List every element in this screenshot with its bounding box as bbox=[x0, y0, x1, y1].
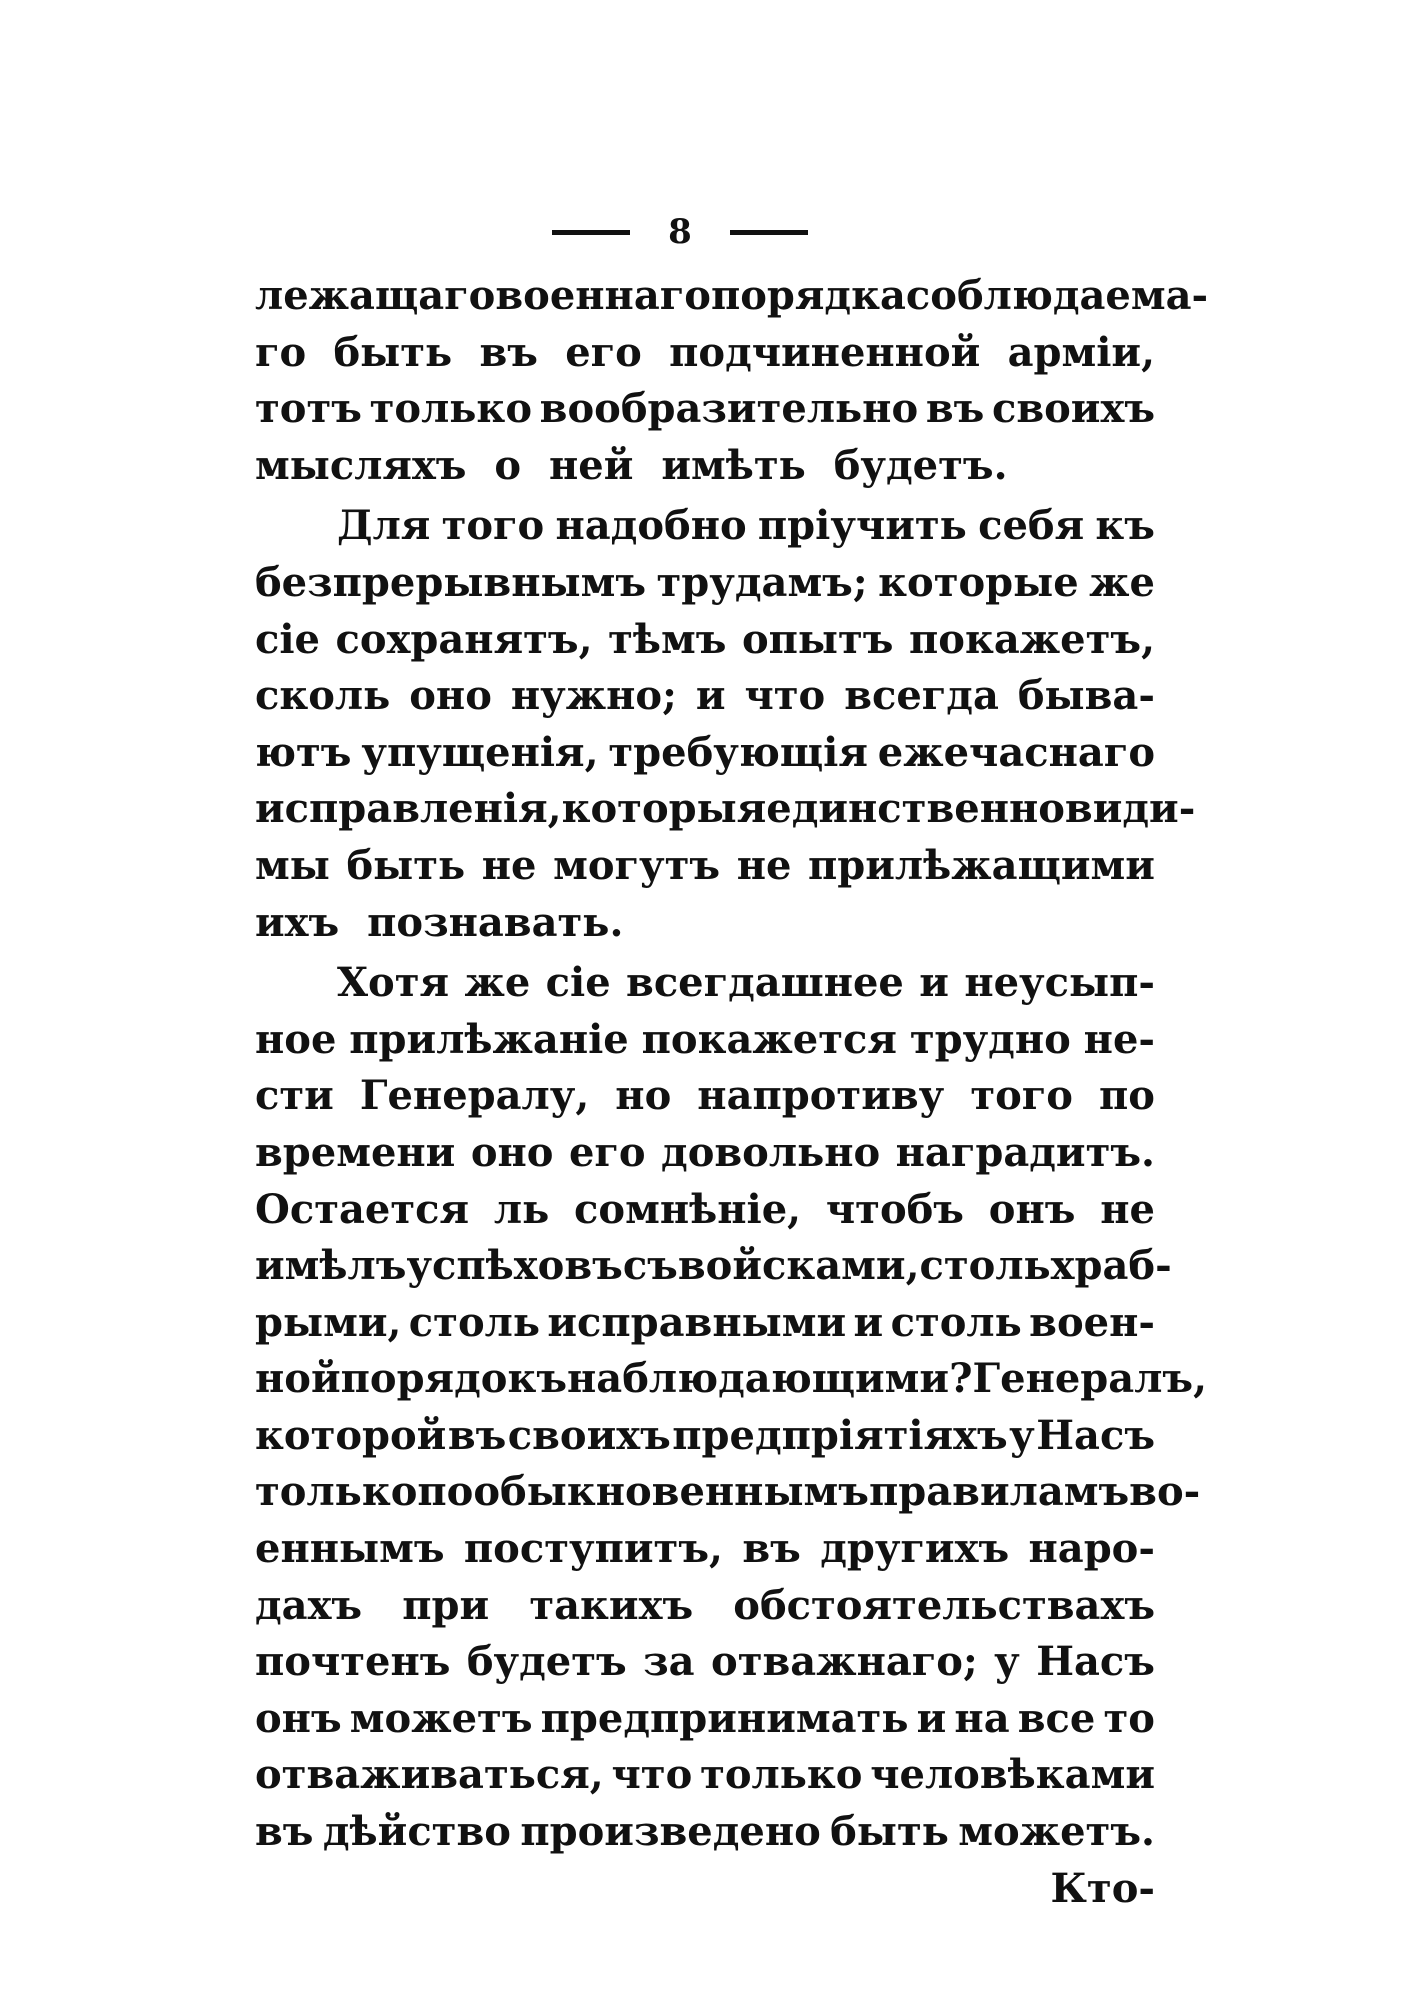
text-line: сти Генералу, но напротиву того по bbox=[255, 1072, 1155, 1120]
text-line: отваживаться, что только человѣками bbox=[255, 1751, 1155, 1799]
text-line: только по обыкновеннымъ правиламъ во- bbox=[255, 1468, 1201, 1516]
body-text bbox=[255, 268, 1209, 1917]
text-line: Остается ль сомнѣніе, чтобъ онъ не bbox=[255, 1185, 1155, 1233]
text-line: тотъ только вообразительно въ своихъ bbox=[255, 385, 1155, 433]
header-rule-left bbox=[552, 230, 630, 235]
text-line: почтенъ будетъ за отважнаго; у Насъ bbox=[255, 1638, 1155, 1686]
text-line: рыми, столь исправными и столь воен- bbox=[255, 1298, 1155, 1346]
text-line: еннымъ поступитъ, въ другихъ наро- bbox=[255, 1525, 1155, 1573]
text-line: ной порядокъ наблюдающими? Генералъ, bbox=[255, 1355, 1208, 1403]
text-line: мы быть не могутъ не прилѣжащими bbox=[255, 841, 1155, 889]
text-line: лежащаго военнаго порядка соблюдаема- bbox=[255, 272, 1209, 319]
header-rule-right bbox=[730, 230, 808, 235]
text-line: мысляхъ о ней имѣть будетъ. bbox=[255, 441, 1008, 489]
text-line: имѣлъ успѣховъ съ войсками, столь храб- bbox=[255, 1242, 1172, 1290]
text-line: сіе сохранятъ, тѣмъ опытъ покажетъ, bbox=[255, 615, 1155, 663]
text-line: ихъ познавать. bbox=[255, 898, 624, 946]
catchword: Кто- bbox=[1050, 1864, 1155, 1912]
text-line: дахъ при такихъ обстоятельствахъ bbox=[255, 1581, 1155, 1629]
text-line: времени оно его довольно наградитъ. bbox=[255, 1128, 1155, 1176]
text-line: ютъ упущенія, требующія ежечаснаго bbox=[255, 728, 1155, 776]
text-line: въ дѣйство произведено быть можетъ. bbox=[255, 1808, 1155, 1856]
page-number: 8 bbox=[668, 212, 692, 252]
text-line: Хотя же сіе всегдашнее и неусып- bbox=[337, 959, 1155, 1007]
text-line: го быть въ его подчиненной арміи, bbox=[255, 328, 1155, 376]
text-line: ное прилѣжаніе покажется трудно не- bbox=[255, 1015, 1155, 1063]
text-line: сколь оно нужно; и что всегда быва- bbox=[255, 672, 1155, 720]
text-line: Для того надобно пріучить себя къ bbox=[337, 502, 1155, 550]
text-line: которой въ своихъ предпріятіяхъ у Насъ bbox=[255, 1411, 1155, 1459]
text-line: онъ можетъ предпринимать и на все то bbox=[255, 1694, 1155, 1742]
text-line: исправленія, которыя единственно види- bbox=[255, 785, 1196, 833]
text-line: безпрерывнымъ трудамъ; которые же bbox=[255, 558, 1155, 606]
page-header bbox=[530, 212, 830, 252]
